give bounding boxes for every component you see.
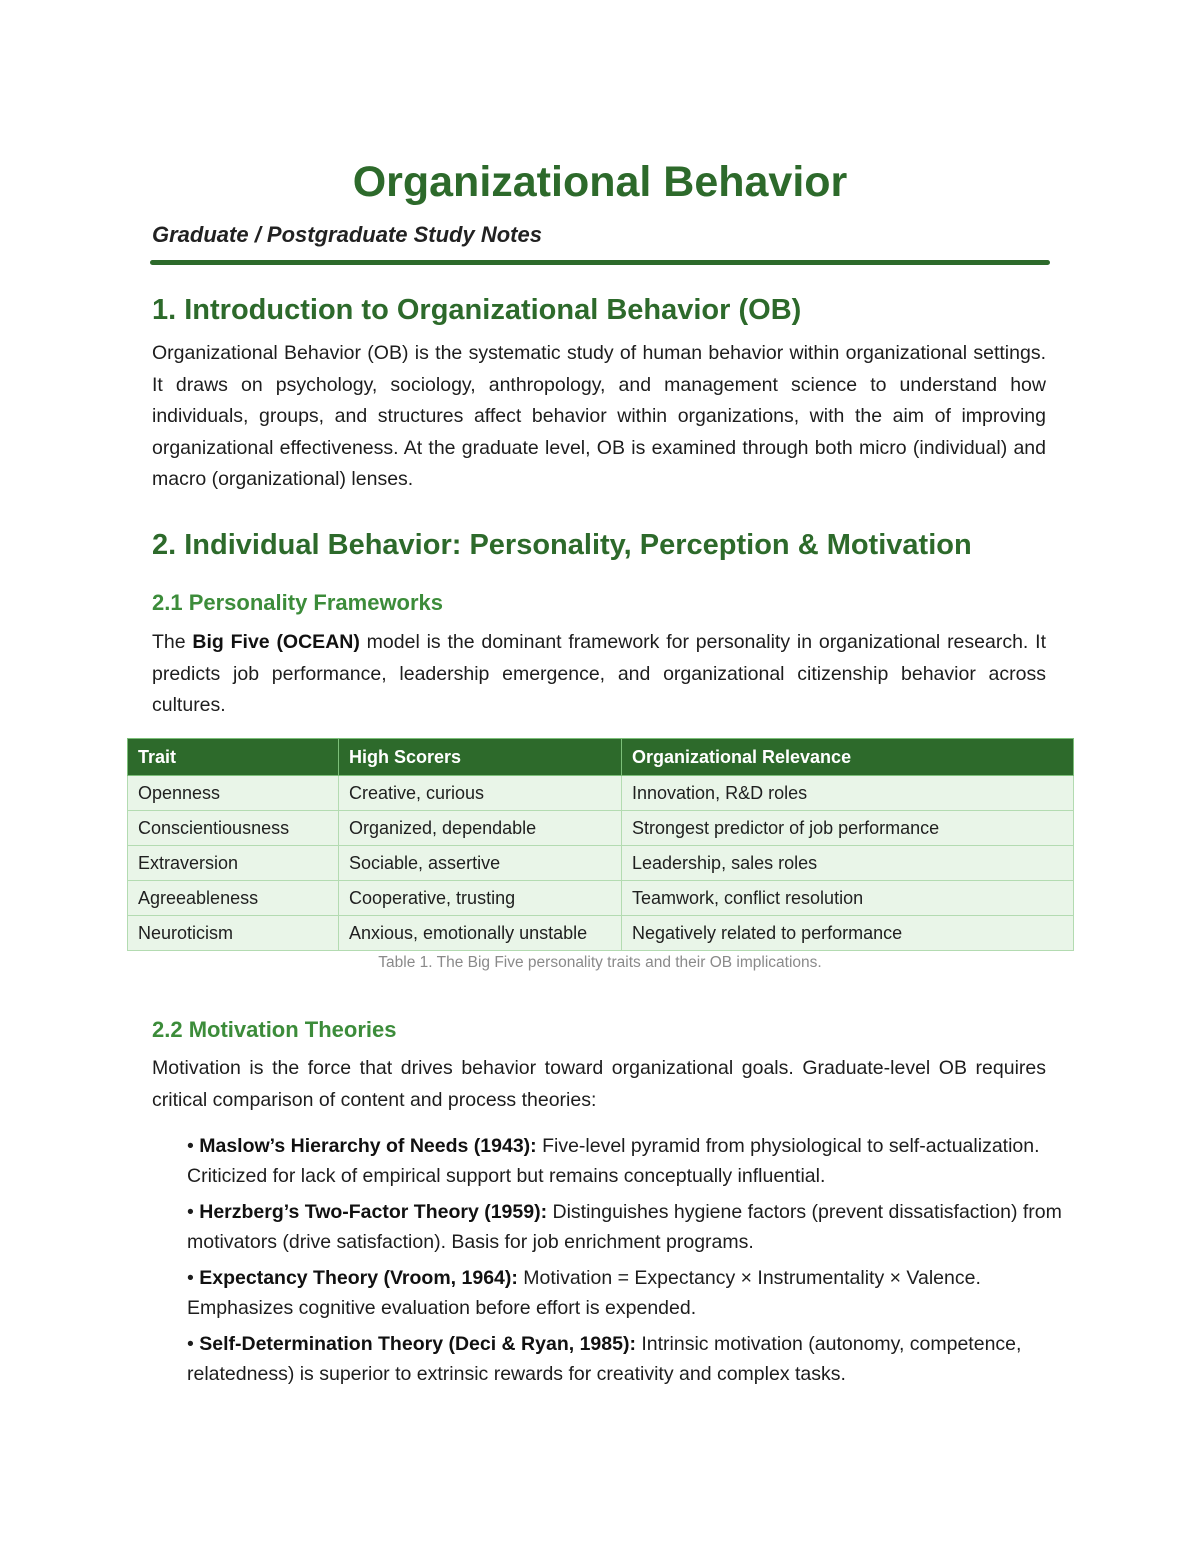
table-cell: Neuroticism xyxy=(128,916,339,951)
table-cell: Innovation, R&D roles xyxy=(622,776,1074,811)
subsection-2-2-body: Motivation is the force that drives behavior toward organizational goals. Graduate-level OB requires critical comparison of content and process theories: xyxy=(152,1057,1046,1111)
big-five-term: Big Five (OCEAN) xyxy=(192,631,360,653)
big-five-table xyxy=(127,738,1074,951)
table-row xyxy=(128,846,1074,881)
subsection-2-1-body: The Big Five (OCEAN) model is the dominant framework for personality in organizational research. It predicts job performance, leadership emergence, and organizational citizenship behavior across cultures. xyxy=(152,631,1046,716)
table-cell: Creative, curious xyxy=(339,776,622,811)
table-cell: Teamwork, conflict resolution xyxy=(622,881,1074,916)
table-cell: Extraversion xyxy=(128,846,339,881)
table-header-trait: Trait xyxy=(128,739,339,776)
table-cell: Leadership, sales roles xyxy=(622,846,1074,881)
table-row xyxy=(128,916,1074,951)
table-cell: Strongest predictor of job performance xyxy=(622,811,1074,846)
document-subtitle: Graduate / Postgraduate Study Notes xyxy=(152,222,542,247)
table-cell: Anxious, emotionally unstable xyxy=(339,916,622,951)
subsection-2-2-heading: 2.2 Motivation Theories xyxy=(152,1017,397,1042)
table-cell: Negatively related to performance xyxy=(622,916,1074,951)
table-cell: Organized, dependable xyxy=(339,811,622,846)
table-header-relevance: Organizational Relevance xyxy=(622,739,1074,776)
motivation-theories-list xyxy=(187,1131,1067,1395)
table-cell: Cooperative, trusting xyxy=(339,881,622,916)
section-1-body: Organizational Behavior (OB) is the systematic study of human behavior within organizational settings. It draws on psychology, sociology, anthropology, and management science to understand how individuals, groups, and structures affect behavior within organizations, with the aim of improving organizational effectiveness. At the graduate level, OB is examined through both micro (individual) and macro (organizational) lenses. xyxy=(152,342,1046,490)
title-divider xyxy=(150,260,1050,265)
table-cell: Agreeableness xyxy=(128,881,339,916)
table-row xyxy=(128,776,1074,811)
document-title: Organizational Behavior xyxy=(352,158,848,206)
table-cell: Conscientiousness xyxy=(128,811,339,846)
table-row xyxy=(128,811,1074,846)
table-cell: Openness xyxy=(128,776,339,811)
list-item: • Expectancy Theory (Vroom, 1964): Motivation = Expectancy × Instrumentality × Valence. Emphasizes cognitive evaluation before effort is expended. xyxy=(187,1267,981,1319)
subsection-2-1-heading: 2.1 Personality Frameworks xyxy=(152,590,444,615)
list-item: • Maslow’s Hierarchy of Needs (1943): Five-level pyramid from physiological to self-actualization. Criticized for lack of empirical support but remains conceptually influential. xyxy=(187,1135,1040,1187)
list-item: • Self-Determination Theory (Deci & Ryan, 1985): Intrinsic motivation (autonomy, competence, relatedness) is superior to extrinsic rewards for creativity and complex tasks. xyxy=(187,1333,1022,1385)
table-row xyxy=(128,881,1074,916)
section-2-heading: 2. Individual Behavior: Personality, Perception & Motivation xyxy=(152,529,972,561)
table-cell: Sociable, assertive xyxy=(339,846,622,881)
list-item: • Herzberg’s Two-Factor Theory (1959): Distinguishes hygiene factors (prevent dissatisfaction) from motivators (drive satisfaction). Basis for job enrichment programs. xyxy=(187,1201,1062,1253)
section-1-heading: 1. Introduction to Organizational Behavior (OB) xyxy=(152,294,802,326)
table-header-high-scorers: High Scorers xyxy=(339,739,622,776)
table-header-row xyxy=(128,739,1074,776)
table-caption: Table 1. The Big Five personality traits and their OB implications. xyxy=(378,954,822,971)
